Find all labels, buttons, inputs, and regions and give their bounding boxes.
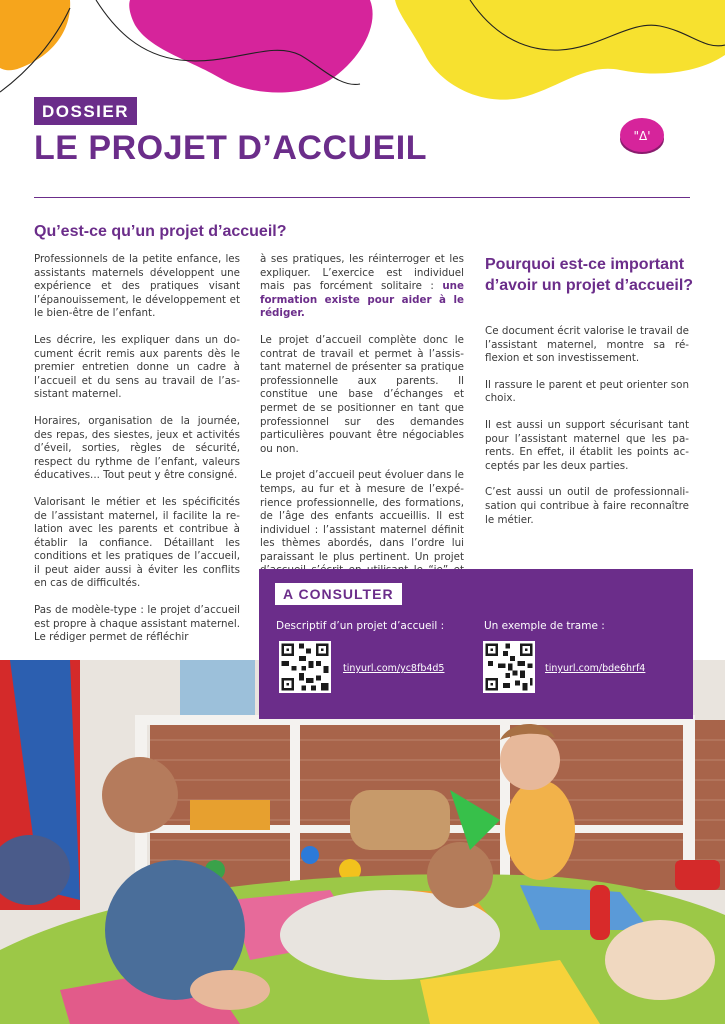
paragraph: Professionnels de la petite enfance, les assistants maternels développent une expérience et des pratiques visant l’épanouissement, le développement et le bien-être de l’enfant. <box>34 253 240 320</box>
section2-heading: Pourquoi est-ce important d’avoir un projet d’accueil? <box>485 256 694 294</box>
paragraph: Le projet d’accueil complète donc le contrat de travail et permet à l’assistant maternel de présenter sa pratique professionnelle aux parents. Il constitue une base d’échanges et permet de se positionner en tant que professionnel sur des demandes particulières pouvant être négociables ou non. <box>260 333 464 455</box>
formation-highlight: une formation existe pour aider à le rédiger. <box>260 280 464 320</box>
logo-badge-icon <box>619 115 665 155</box>
consult-left-link[interactable]: tinyurl.com/yc8fb4d5 <box>343 663 445 674</box>
section1-heading: Qu’est-ce qu’un projet d’accueil? <box>34 223 287 240</box>
paragraph <box>260 253 464 321</box>
decorative-blobs <box>0 0 725 110</box>
column-3 <box>485 325 689 540</box>
paragraph: Il est aussi un support sécurisant tant pour l’assistant maternel que les parents. En effet, il établit les points acceptés par les deux parties. <box>485 418 689 472</box>
paragraph: Valorisant le métier et les spécificités de l’assistant maternel, il facilite la relation avec les parents et contribue à établir la confiance. Détaillant les conditions et les pratiques de l’accueil, il peut aider aussi à éviter les conflits en cas de difficultés. <box>34 495 240 590</box>
paragraph: Les décrire, les expliquer dans un document écrit remis aux parents dès le premier entretien donne un cadre à l’accueil et du sens au travail de l’assistant maternel. <box>34 333 240 401</box>
column-2 <box>260 253 464 605</box>
paragraph-text: à ses pratiques, les réinterroger et les expliquer. L’exercice est individuel mais pas forcément solitaire : <box>260 253 464 293</box>
paragraph: Ce document écrit valorise le travail de l’assistant maternel, montre sa réflexion et son investissement. <box>485 325 689 365</box>
qr-code-icon[interactable] <box>483 641 535 693</box>
qr-code-icon[interactable] <box>279 641 331 693</box>
paragraph: Horaires, organisation de la journée, des repas, des siestes, jeux et activités d’éveil, sorties, règles de sécurité, respect du rythme de l’enfant, valeurs éducatives... Tout peut y être consigné. <box>34 414 240 482</box>
svg-text:"Δ': "Δ' <box>633 129 651 143</box>
consult-box <box>259 569 693 719</box>
paragraph: Il rassure le parent et peut orienter son choix. <box>485 378 689 405</box>
paragraph: Le projet d’accueil peut évoluer dans le temps, au fur et à mesure de l’expérience professionnelle, des formations, de l’âge des enfants accueillis. Il est individuel : l’assistant maternel définit les thèmes abordés, dans l’ordre lui paraissant le plus pertinent. Un projet <box>260 469 464 563</box>
paragraph: Pas de modèle-type : le projet d’accueil est propre à chaque assistant maternel. Le rédiger permet de réfléchir <box>34 604 240 644</box>
page-title: LE PROJET D’ACCUEIL <box>34 129 427 167</box>
consult-right-label: Un exemple de trame : <box>484 620 605 632</box>
consult-left-label: Descriptif d’un projet d’accueil : <box>276 620 445 632</box>
consult-title: A CONSULTER <box>275 583 402 605</box>
column-1 <box>34 253 240 658</box>
title-divider <box>34 197 690 198</box>
dossier-kicker: DOSSIER <box>34 97 137 125</box>
consult-right-link[interactable]: tinyurl.com/bde6hrf4 <box>545 663 646 674</box>
paragraph: C’est aussi un outil de professionnalisation qui contribue à faire reconnaître le métier. <box>485 486 689 526</box>
